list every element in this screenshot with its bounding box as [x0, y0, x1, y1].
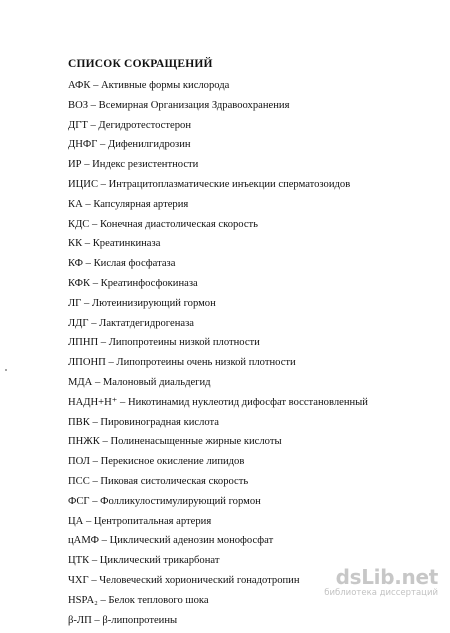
abbreviation-entry [68, 594, 368, 614]
abbreviation-entry [68, 416, 368, 436]
abbreviation-term: МДА [68, 376, 93, 388]
abbreviation-dash: – [87, 119, 99, 131]
abbreviation-term: ЛГ [68, 297, 82, 309]
abbreviation-term: ЛПНП [68, 337, 99, 349]
abbreviation-dash: – [88, 574, 100, 586]
abbreviation-definition: Фолликулостимулирующий гормон [100, 495, 261, 507]
abbreviation-term: ПСС [68, 475, 90, 487]
abbreviation-entry [68, 356, 368, 376]
abbreviation-term: АФК [68, 80, 91, 91]
abbreviation-definition: Дегидротестостерон [98, 119, 191, 131]
abbreviation-term: КА [68, 198, 83, 210]
abbreviation-dash: – [90, 80, 102, 91]
abbreviation-definition: Полиненасыщенные жирные кислоты [110, 436, 282, 448]
abbreviation-term: ДГТ [68, 119, 88, 131]
abbreviation-term: ПНЖК [68, 436, 100, 448]
abbreviation-definition: Конечная диастолическая скорость [99, 218, 259, 230]
abbreviation-entry [68, 119, 368, 139]
abbreviation-dash: – [89, 218, 100, 230]
abbreviation-entry [68, 138, 368, 158]
abbreviation-definition: Человеческий хорионический гонадотропин [99, 574, 300, 586]
abbreviation-definition: Липопротеины очень низкой плотности [116, 357, 296, 369]
abbreviation-dash: – [91, 614, 103, 626]
scan-speck [5, 369, 7, 371]
abbreviation-dash: – [97, 594, 109, 606]
abbreviation-definition: Перекисное окисление липидов [100, 456, 245, 468]
abbreviation-term: ЧХГ [68, 574, 89, 586]
abbreviation-term: КФК [68, 277, 91, 289]
abbreviation-entry [68, 336, 368, 356]
abbreviation-dash: – [98, 337, 109, 349]
abbreviation-term: КФ [68, 258, 83, 270]
abbreviation-definition: Кислая фосфатаза [93, 258, 176, 270]
abbreviation-entry [68, 158, 368, 178]
abbreviation-definition: Малоновый диальдегид [102, 376, 211, 388]
abbreviation-entry [68, 534, 368, 554]
abbreviation-definition: Пировиноградная кислота [100, 416, 219, 428]
abbreviation-dash: – [89, 456, 101, 468]
abbreviation-term: ИЦИС [68, 178, 99, 190]
abbreviation-entry [68, 198, 368, 218]
abbreviation-term: НАДН+Н⁺ [68, 396, 118, 408]
abbreviation-definition: Белок теплового шока [108, 594, 209, 606]
abbreviation-entry [68, 297, 368, 317]
abbreviation-dash: – [82, 198, 94, 210]
watermark-brand: dsLib.net [335, 565, 438, 589]
abbreviation-definition: Циклический трикарбонат [99, 555, 220, 567]
abbreviation-dash: – [97, 139, 108, 151]
abbreviation-definition: Интрацитоплазматические инъекции сперматозоидов [108, 178, 351, 190]
abbreviation-dash: – [82, 258, 94, 270]
abbreviation-entry [68, 435, 368, 455]
abbreviation-definition: Лактатдегидрогеназа [99, 317, 194, 329]
abbreviation-list [68, 79, 368, 633]
abbreviation-dash: – [89, 475, 101, 487]
abbreviation-term: ПОЛ [68, 456, 90, 468]
abbreviation-entry [68, 237, 368, 257]
abbreviation-dash: – [81, 297, 92, 309]
abbreviation-dash: – [90, 277, 101, 289]
abbreviation-dash: – [88, 99, 99, 111]
abbreviation-dash: – [88, 317, 100, 329]
abbreviation-dash: – [98, 178, 109, 190]
abbreviation-definition: Креатинкиназа [92, 238, 161, 250]
abbreviation-term: ЛПОНП [68, 357, 106, 369]
abbreviation-entry [68, 277, 368, 297]
abbreviation-entry [68, 79, 368, 99]
abbreviation-definition: Дифенилгидрозин [107, 139, 191, 151]
page-title: СПИСОК СОКРАЩЕНИЙ [68, 58, 213, 70]
abbreviation-entry [68, 574, 368, 594]
abbreviation-entry [68, 218, 368, 238]
abbreviation-definition: Активные формы кислорода [101, 80, 230, 91]
abbreviation-entry [68, 554, 368, 574]
abbreviation-entry [68, 495, 368, 515]
abbreviation-dash: – [82, 238, 93, 250]
abbreviation-dash: – [83, 515, 94, 527]
abbreviation-term: HSPA₂ [68, 594, 98, 606]
abbreviation-dash: – [98, 535, 110, 547]
abbreviation-dash: – [99, 436, 111, 448]
abbreviation-definition: Креатинфосфокиназа [100, 277, 198, 289]
abbreviation-term: ВОЗ [68, 99, 89, 111]
abbreviation-definition: β-липопротеины [102, 614, 178, 626]
abbreviation-term: ПВК [68, 416, 90, 428]
abbreviation-term: ДНФГ [68, 139, 98, 151]
abbreviation-definition: Индекс резистентности [92, 159, 199, 171]
abbreviation-definition: Пиковая систолическая скорость [100, 475, 249, 487]
abbreviation-entry [68, 614, 368, 633]
abbreviation-entry [68, 475, 368, 495]
abbreviation-entry [68, 396, 368, 416]
abbreviation-term: КК [68, 238, 83, 250]
abbreviation-term: ЦТК [68, 555, 90, 567]
abbreviation-term: β-ЛП [68, 614, 92, 626]
abbreviation-definition: Липопротеины низкой плотности [108, 337, 260, 349]
abbreviation-dash: – [92, 376, 103, 388]
abbreviation-definition: Капсулярная артерия [93, 198, 189, 210]
abbreviation-entry [68, 317, 368, 337]
abbreviation-entry [68, 376, 368, 396]
abbreviation-entry [68, 178, 368, 198]
abbreviation-entry [68, 257, 368, 277]
abbreviation-dash: – [81, 159, 93, 171]
abbreviation-entry [68, 99, 368, 119]
abbreviation-term: КДС [68, 218, 90, 230]
abbreviation-term: ЛДГ [68, 317, 89, 329]
abbreviation-dash: – [89, 495, 101, 507]
abbreviation-definition: Всемирная Организация Здравоохранения [98, 99, 290, 111]
abbreviation-definition: Лютеинизирующий гормон [91, 297, 216, 309]
watermark [324, 565, 438, 601]
abbreviation-entry [68, 455, 368, 475]
abbreviation-dash: – [105, 357, 117, 369]
abbreviation-definition: Циклический аденозин монофосфат [109, 535, 274, 547]
abbreviation-term: цАМФ [68, 535, 99, 547]
abbreviation-term: ИР [68, 159, 82, 171]
abbreviation-dash: – [117, 396, 128, 408]
abbreviation-dash: – [89, 416, 101, 428]
abbreviation-definition: Никотинамид нуклеотид дифосфат восстановленный [128, 396, 368, 408]
abbreviation-dash: – [89, 555, 100, 567]
watermark-subtitle: библиотека диссертаций [324, 588, 438, 598]
abbreviation-definition: Центропитальная артерия [93, 515, 212, 527]
abbreviation-entry [68, 515, 368, 535]
abbreviation-term: ЦА [68, 515, 84, 527]
abbreviation-term: ФСГ [68, 495, 90, 507]
